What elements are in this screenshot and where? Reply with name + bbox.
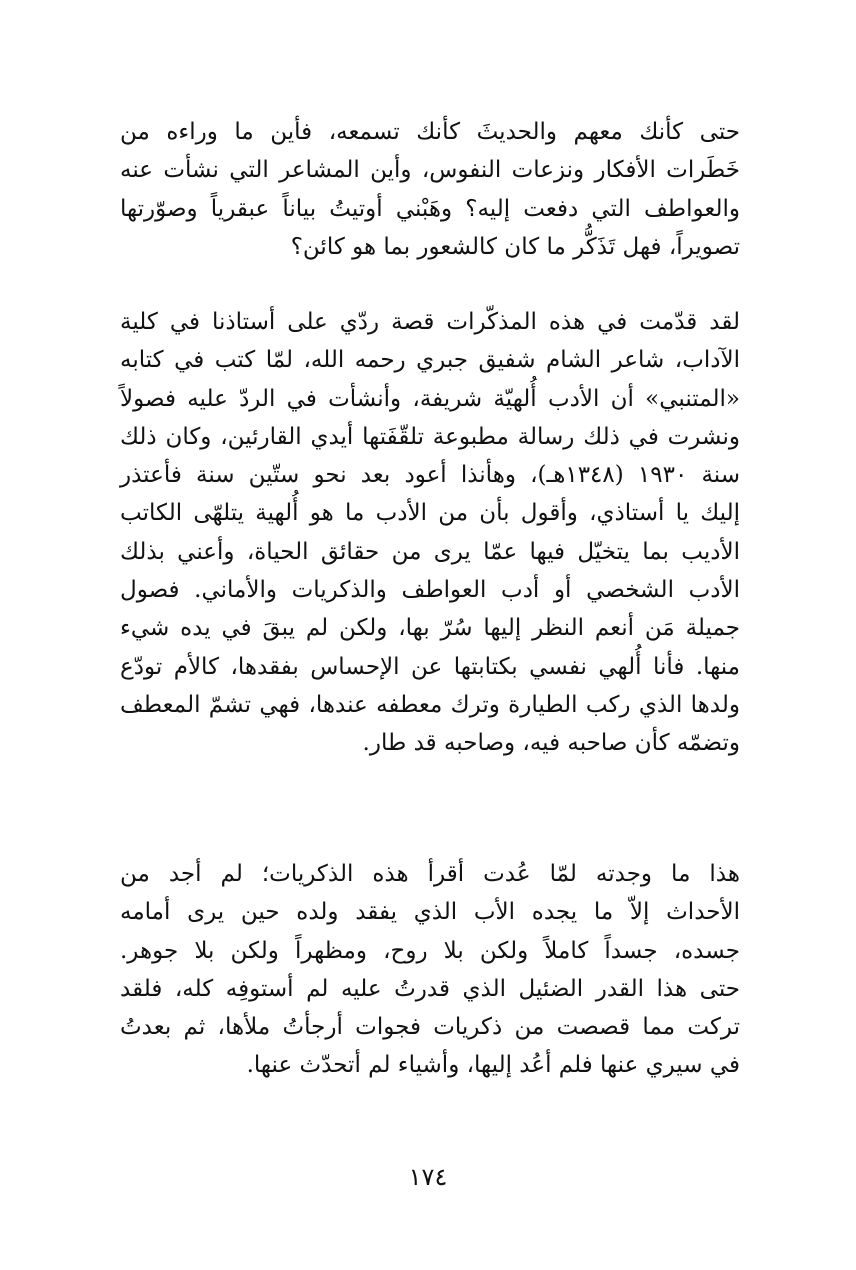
text-line: الآداب، شاعر الشام شفيق جبري رحمه الله، لمّا كتب في كتابه xyxy=(120,347,740,374)
text-line: جميلة مَن أنعم النظر إليها سُرّ بها، ولكن لم يبقَ في يده شيء xyxy=(120,615,740,642)
text-line: تركت مما قصصت من ذكريات فجوات أرجأتُ ملأها، ثم بعدتُ xyxy=(120,1014,740,1041)
text-line: ولدها الذي ركب الطيارة وترك معطفه عندها، فهي تشمّ المعطف xyxy=(120,691,740,718)
text-line: سنة ١٩٣٠ (١٣٤٨هـ)، وهأنذا أعود بعد نحو ستّين سنة فأعتذر xyxy=(120,462,740,489)
text-line: منها. فأنا أُلهي نفسي بكتابتها عن الإحساس بفقدها، كالأم تودّع xyxy=(120,653,740,680)
text-line: حتى هذا القدر الضئيل الذي قدرتُ عليه لم أستوفِه كله، فلقد xyxy=(120,975,740,1002)
text-line: «المتنبي» أن الأدب أُلهيّة شريفة، وأنشأت في الردّ عليه فصولاً xyxy=(120,385,740,412)
text-line: لقد قدّمت في هذه المذكّرات قصة ردّي على أستاذنا في كلية xyxy=(120,309,740,335)
paragraph xyxy=(120,855,740,1085)
text-line: والعواطف التي دفعت إليه؟ وهَبْني أوتيتُ بياناً عبقرياً وصوّرتها xyxy=(120,195,740,222)
text-line: الأحداث إلاّ ما يجده الأب الذي يفقد ولده حين يرى أمامه xyxy=(120,899,740,926)
text-line: الأديب بما يتخيّل فيها عمّا يرى من حقائق الحياة، وأعني بذلك xyxy=(120,538,740,565)
text-line: ونشرت في ذلك رسالة مطبوعة تلقّفَتها أيدي القارئين، وكان ذلك xyxy=(120,423,740,450)
text-line: هذا ما وجدته لمّا عُدت أقرأ هذه الذكريات؛ لم أجد من xyxy=(120,861,740,887)
text-line: تصويراً، فهل تَذَكُّر ما كان كالشعور بما هو كائن؟ xyxy=(290,233,740,260)
text-line: في سيري عنها فلم أعُد إليها، وأشياء لم أتحدّث عنها. xyxy=(246,1052,740,1079)
paragraph xyxy=(120,303,740,763)
text-line: الأدب الشخصي أو أدب العواطف والذكريات والأماني. فصول xyxy=(120,577,740,604)
text-line: حتى كأنك معهم والحديثَ كأنك تسمعه، فأين ما وراءه من xyxy=(120,119,740,145)
text-line: خَطَرات الأفكار ونزعات النفوس، وأين المشاعر التي نشأت عنه xyxy=(120,157,740,184)
text-line: جسده، جسداً كاملاً ولكن بلا روح، ومظهراً ولكن بلا جوهر. xyxy=(120,937,740,964)
page-number: ١٧٤ xyxy=(408,1163,448,1191)
paragraph xyxy=(120,113,740,266)
text-line: وتضمّه كأن صاحبه فيه، وصاحبه قد طار. xyxy=(362,730,740,757)
text-line: إليك يا أستاذي، وأقول بأن من الأدب ما هو أُلهية يتلهّى الكاتب xyxy=(120,500,740,527)
